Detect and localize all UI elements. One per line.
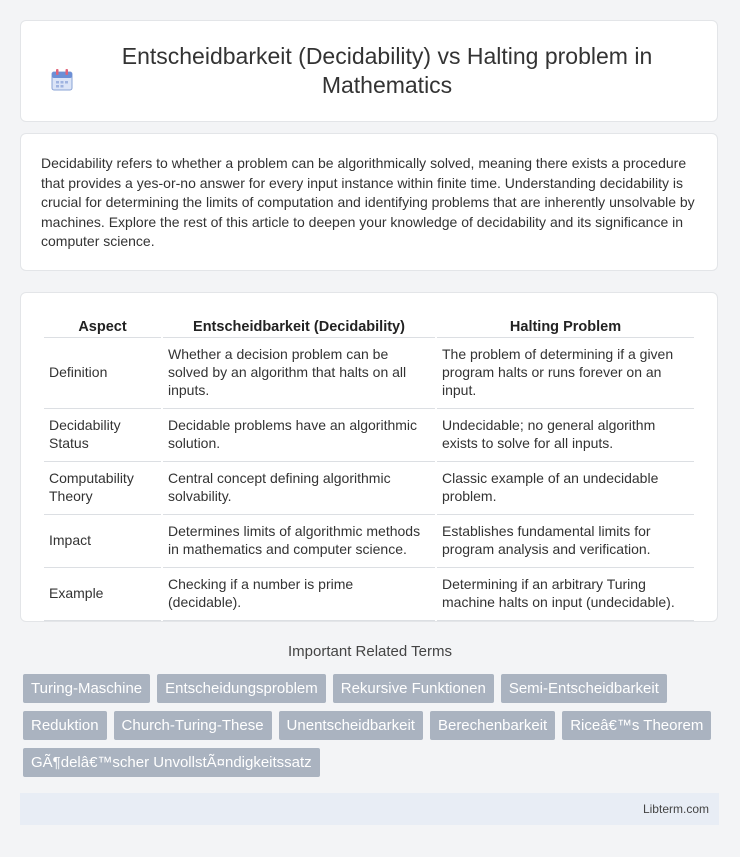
header-halting-problem: Halting Problem — [437, 313, 694, 338]
related-term-tag[interactable]: Church-Turing-These — [114, 711, 272, 740]
related-term-tag[interactable]: Berechenbarkeit — [430, 711, 555, 740]
related-terms-list — [23, 674, 723, 785]
comparison-table — [42, 313, 696, 621]
row-entscheidbarkeit: Checking if a number is prime (decidable). — [163, 568, 435, 621]
related-term-tag[interactable]: Semi-Entscheidbarkeit — [501, 674, 667, 703]
page-title: Entscheidbarkeit (Decidability) vs Halting problem in Mathematics — [121, 43, 653, 98]
related-term-tag[interactable]: Rekursive Funktionen — [333, 674, 494, 703]
related-term-tag[interactable]: Turing-Maschine — [23, 674, 150, 703]
related-terms-heading: Important Related Terms — [288, 643, 452, 660]
table-row — [44, 568, 694, 621]
row-halting: The problem of determining if a given program halts or runs forever on an input. — [437, 338, 694, 409]
related-term-tag[interactable]: Entscheidungsproblem — [157, 674, 326, 703]
related-term-tag[interactable]: Riceâ€™s Theorem — [562, 711, 711, 740]
footer-site-link[interactable]: Libterm.com — [642, 802, 709, 816]
title-wrap — [49, 42, 689, 100]
row-aspect: Definition — [44, 338, 161, 409]
intro-paragraph: Decidability refers to whether a problem can be algorithmically solved, meaning there exists a procedure that provides a yes-or-no answer for every input instance within finite time. Understanding decidability is crucial for determining the limits of computation and identifying problems that are inherently unsolvable by machines. Explore the rest of this article to deepen your knowledge of decidability and its significance in computer science. — [41, 155, 695, 249]
row-entscheidbarkeit: Whether a decision problem can be solved by an algorithm that halts on all inputs. — [163, 338, 435, 409]
header-aspect: Aspect — [44, 313, 161, 338]
table-row — [44, 338, 694, 409]
row-entscheidbarkeit: Central concept defining algorithmic solvability. — [163, 462, 435, 515]
header-entscheidbarkeit: Entscheidbarkeit (Decidability) — [163, 313, 435, 338]
related-term-tag[interactable]: Reduktion — [23, 711, 107, 740]
row-entscheidbarkeit: Determines limits of algorithmic methods in mathematics and computer science. — [163, 515, 435, 568]
row-halting: Establishes fundamental limits for program analysis and verification. — [437, 515, 694, 568]
footer — [20, 793, 719, 825]
row-halting: Classic example of an undecidable problem. — [437, 462, 694, 515]
related-term-tag[interactable]: Unentscheidbarkeit — [279, 711, 423, 740]
table-row — [44, 462, 694, 515]
row-entscheidbarkeit: Decidable problems have an algorithmic solution. — [163, 409, 435, 462]
row-aspect: Computability Theory — [44, 462, 161, 515]
row-aspect: Example — [44, 568, 161, 621]
comparison-card — [20, 292, 718, 622]
row-halting: Undecidable; no general algorithm exists to solve for all inputs. — [437, 409, 694, 462]
row-halting: Determining if an arbitrary Turing machine halts on input (undecidable). — [437, 568, 694, 621]
related-term-tag[interactable]: GÃ¶delâ€™scher UnvollstÃ¤ndigkeitssatz — [23, 748, 320, 777]
title-card — [20, 20, 718, 122]
table-row — [44, 515, 694, 568]
table-row — [44, 409, 694, 462]
row-aspect: Impact — [44, 515, 161, 568]
row-aspect: Decidability Status — [44, 409, 161, 462]
calendar-icon — [49, 67, 75, 93]
table-header-row — [44, 313, 694, 338]
intro-card — [20, 133, 718, 271]
